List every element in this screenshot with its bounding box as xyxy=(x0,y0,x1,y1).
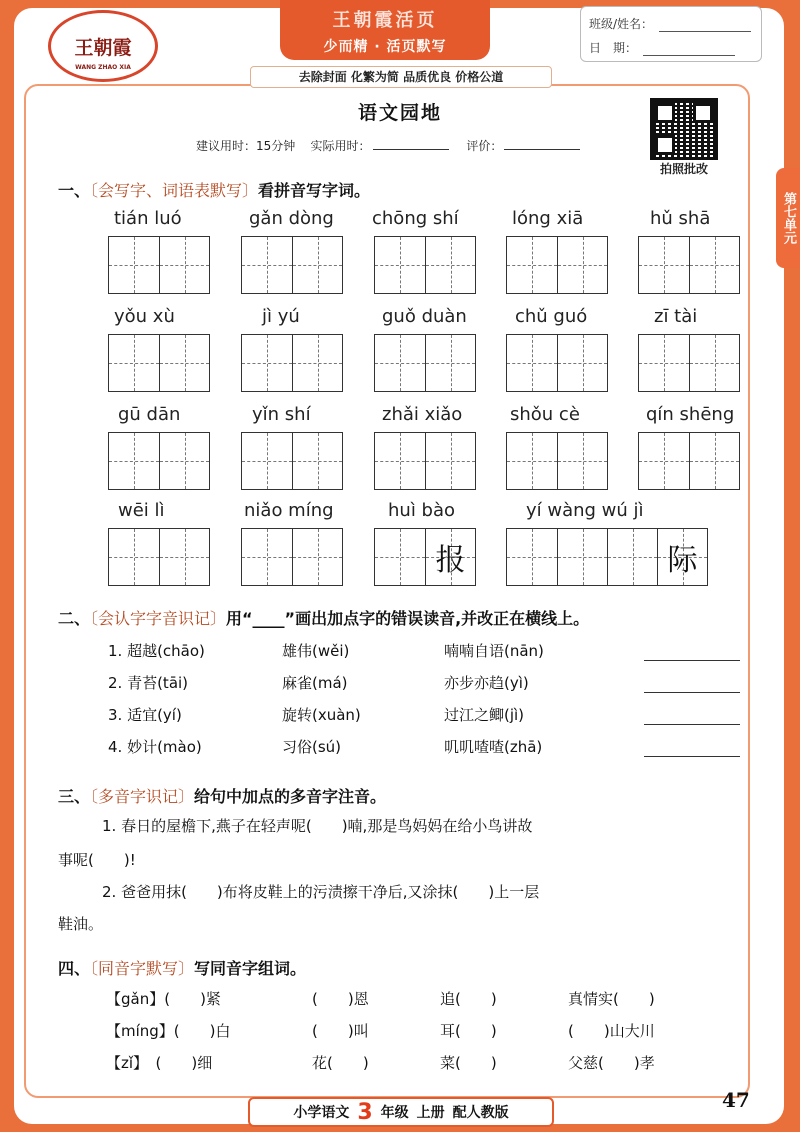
answer-line[interactable] xyxy=(644,756,740,757)
answer-line[interactable] xyxy=(644,660,740,661)
pinyin-label: wēi lì xyxy=(118,500,165,521)
char-cell[interactable] xyxy=(689,335,739,391)
char-cell[interactable] xyxy=(507,433,557,489)
char-box-group xyxy=(241,528,343,586)
answer-line[interactable] xyxy=(644,692,740,693)
char-cell[interactable] xyxy=(639,335,689,391)
timing-row xyxy=(196,137,594,154)
char-cell[interactable] xyxy=(159,529,209,585)
pronunciation-item: 叽叽喳喳(zhā) xyxy=(444,738,543,756)
pronunciation-item: 2. 青苔(tāi) xyxy=(108,674,189,692)
section-3-number: 三、 xyxy=(58,787,91,806)
char-cell[interactable] xyxy=(557,529,607,585)
char-box-group xyxy=(638,432,740,490)
pronunciation-item: 旋转(xuàn) xyxy=(282,706,361,724)
evaluation-field[interactable] xyxy=(504,149,580,150)
pinyin-label: huì bào xyxy=(388,500,456,521)
date-row xyxy=(589,39,735,56)
student-info-box xyxy=(580,6,762,62)
char-box-group xyxy=(506,528,708,586)
homophone-item: ( )恩 xyxy=(312,990,369,1008)
char-cell[interactable] xyxy=(375,237,425,293)
sentence-1-line-1: 1. 春日的屋檐下,燕子在轻声呢( )喃,那是鸟妈妈在给小鸟讲故 xyxy=(102,817,533,835)
pronunciation-item: 4. 妙计(mào) xyxy=(108,738,202,756)
homophone-item: ( )叫 xyxy=(312,1022,369,1040)
char-cell[interactable] xyxy=(425,335,475,391)
char-cell[interactable] xyxy=(689,237,739,293)
char-cell[interactable] xyxy=(109,433,159,489)
char-cell[interactable] xyxy=(242,433,292,489)
char-cell[interactable] xyxy=(425,237,475,293)
char-box-group xyxy=(374,432,476,490)
footer-term: 上册 xyxy=(416,1105,445,1121)
char-box-group xyxy=(374,236,476,294)
char-cell[interactable] xyxy=(375,335,425,391)
slogan: 去除封面 化繁为简 品质优良 价格公道 xyxy=(250,66,552,88)
char-cell[interactable] xyxy=(507,335,557,391)
char-box-group xyxy=(374,334,476,392)
char-cell[interactable] xyxy=(109,335,159,391)
pronunciation-item: 习俗(sú) xyxy=(282,738,342,756)
char-cell[interactable] xyxy=(425,433,475,489)
pronunciation-item: 麻雀(má) xyxy=(282,674,348,692)
sentence-1-line-2: 事呢( )! xyxy=(58,851,136,869)
char-cell[interactable]: 报 xyxy=(425,529,475,585)
char-cell[interactable] xyxy=(375,529,425,585)
actual-time-field[interactable] xyxy=(373,149,449,150)
pinyin-label: shǒu cè xyxy=(510,404,580,425)
char-box-group xyxy=(108,236,210,294)
section-2-number: 二、 xyxy=(58,609,91,628)
homophone-item: 真情实( ) xyxy=(568,990,655,1008)
section-1-tag: 〔会写字、词语表默写〕 xyxy=(90,181,259,200)
section-4-heading xyxy=(58,956,306,979)
char-cell[interactable] xyxy=(242,237,292,293)
homophone-item: 父慈( )孝 xyxy=(568,1054,655,1072)
char-box-group xyxy=(241,334,343,392)
pinyin-label: chǔ guó xyxy=(515,306,588,327)
page-number: 47 xyxy=(722,1088,750,1112)
char-cell[interactable] xyxy=(159,237,209,293)
char-cell[interactable] xyxy=(292,335,342,391)
pronunciation-item: 1. 超越(chāo) xyxy=(108,642,205,660)
char-cell[interactable] xyxy=(109,529,159,585)
evaluation-label: 评价： xyxy=(466,139,503,153)
char-box-group xyxy=(241,236,343,294)
section-1-number: 一、 xyxy=(58,181,91,200)
char-cell[interactable] xyxy=(689,433,739,489)
pronunciation-item: 雄伟(wěi) xyxy=(282,642,350,660)
pinyin-label: zhǎi xiǎo xyxy=(382,404,463,425)
pinyin-label: gū dān xyxy=(118,404,181,425)
char-box-group xyxy=(506,236,608,294)
char-box-group xyxy=(638,236,740,294)
section-4-tag: 〔同音字默写〕 xyxy=(90,959,195,978)
pinyin-label: lóng xiā xyxy=(512,208,584,229)
section-3-tag: 〔多音字识记〕 xyxy=(90,787,195,806)
brand-logo xyxy=(48,10,158,82)
section-4-number: 四、 xyxy=(58,959,91,978)
char-box-group xyxy=(241,432,343,490)
pronunciation-item: 喃喃自语(nān) xyxy=(444,642,544,660)
char-box-group xyxy=(108,432,210,490)
char-cell[interactable] xyxy=(507,237,557,293)
char-box-group xyxy=(638,334,740,392)
pronunciation-item: 亦步亦趋(yì) xyxy=(444,674,529,692)
footer-grade-suffix: 年级 xyxy=(380,1105,409,1121)
char-cell[interactable] xyxy=(557,237,607,293)
sentence-2-line-2: 鞋油。 xyxy=(58,915,104,933)
char-cell[interactable] xyxy=(639,237,689,293)
homophone-item: ( )山大川 xyxy=(568,1022,655,1040)
actual-time-label: 实际用时： xyxy=(310,139,371,153)
pinyin-label: tián luó xyxy=(114,208,182,229)
logo-subtext: WANG ZHAO XIA xyxy=(75,64,131,71)
char-cell[interactable] xyxy=(292,237,342,293)
footer-subject: 小学语文 xyxy=(293,1105,350,1121)
char-cell[interactable] xyxy=(507,529,557,585)
char-cell[interactable] xyxy=(607,529,657,585)
char-cell[interactable] xyxy=(292,433,342,489)
date-label: 日 期： xyxy=(589,41,638,55)
char-box-group xyxy=(108,528,210,586)
pinyin-label: chōng shí xyxy=(372,208,459,229)
char-cell[interactable] xyxy=(242,529,292,585)
homophone-item: 【zǐ】 ( )细 xyxy=(106,1054,213,1072)
answer-line[interactable] xyxy=(644,724,740,725)
homophone-item: 菜( ) xyxy=(440,1054,497,1072)
footer-badge xyxy=(248,1097,554,1127)
section-1-heading xyxy=(58,178,370,201)
series-subtitle: 少而精 · 活页默写 xyxy=(323,39,447,55)
char-cell[interactable] xyxy=(159,335,209,391)
page-title: 语文园地 xyxy=(357,102,442,124)
section-1-instruction: 看拼音写字词。 xyxy=(258,181,371,200)
pinyin-label: guǒ duàn xyxy=(382,306,467,327)
pinyin-label: jì yú xyxy=(262,306,300,327)
char-cell[interactable] xyxy=(109,237,159,293)
series-banner xyxy=(280,0,490,60)
section-2-instruction: 用“____”画出加点字的错误读音,并改正在横线上。 xyxy=(226,609,590,628)
char-box-group xyxy=(108,334,210,392)
char-cell[interactable] xyxy=(159,433,209,489)
char-cell[interactable] xyxy=(292,529,342,585)
section-2-tag: 〔会认字字音识记〕 xyxy=(90,609,227,628)
footer-grade: 3 xyxy=(357,1099,373,1125)
footer-edition: 配人教版 xyxy=(452,1105,509,1121)
class-name-row xyxy=(589,15,751,32)
char-box-group xyxy=(374,528,476,586)
pinyin-label: yǐn shí xyxy=(252,404,311,425)
pinyin-label: niǎo míng xyxy=(244,500,334,521)
logo-text: 王朝霞 xyxy=(74,36,132,59)
pinyin-label: yǒu xù xyxy=(114,306,175,327)
homophone-item: 追( ) xyxy=(440,990,497,1008)
pinyin-label: gǎn dòng xyxy=(249,208,334,229)
class-name-field[interactable] xyxy=(659,19,751,32)
qr-caption: 拍照批改 xyxy=(659,162,708,176)
class-name-label: 班级/姓名： xyxy=(589,17,654,31)
pronunciation-item: 3. 适宜(yí) xyxy=(108,706,182,724)
char-cell[interactable]: 际 xyxy=(657,529,707,585)
homophone-item: 耳( ) xyxy=(440,1022,497,1040)
section-3-instruction: 给句中加点的多音字注音。 xyxy=(194,787,387,806)
section-2-heading xyxy=(58,606,589,629)
pinyin-label: hǔ shā xyxy=(650,208,711,229)
char-box-group xyxy=(506,334,608,392)
pinyin-label: zī tài xyxy=(654,306,698,327)
pinyin-label: qín shēng xyxy=(646,404,735,425)
homophone-item: 【míng】( )白 xyxy=(106,1022,231,1040)
char-cell[interactable] xyxy=(242,335,292,391)
homophone-item: 【gǎn】( )紧 xyxy=(106,990,221,1008)
sentence-2-line-1: 2. 爸爸用抹( )布将皮鞋上的污渍擦干净后,又涂抹( )上一层 xyxy=(102,883,540,901)
char-cell[interactable] xyxy=(375,433,425,489)
homophone-item: 花( ) xyxy=(312,1054,369,1072)
pinyin-label: yí wàng wú jì xyxy=(526,500,644,521)
char-cell[interactable] xyxy=(557,335,607,391)
section-4-instruction: 写同音字组词。 xyxy=(194,959,307,978)
char-box-group xyxy=(506,432,608,490)
suggested-time: 建议用时：15分钟 xyxy=(196,139,296,153)
char-cell[interactable] xyxy=(557,433,607,489)
pronunciation-item: 过江之鲫(jì) xyxy=(444,706,525,724)
unit-tab: 第七单元 xyxy=(776,168,800,268)
date-field[interactable] xyxy=(643,43,735,56)
section-3-heading xyxy=(58,784,386,807)
char-cell[interactable] xyxy=(639,433,689,489)
series-title: 王朝霞活页 xyxy=(332,10,438,31)
